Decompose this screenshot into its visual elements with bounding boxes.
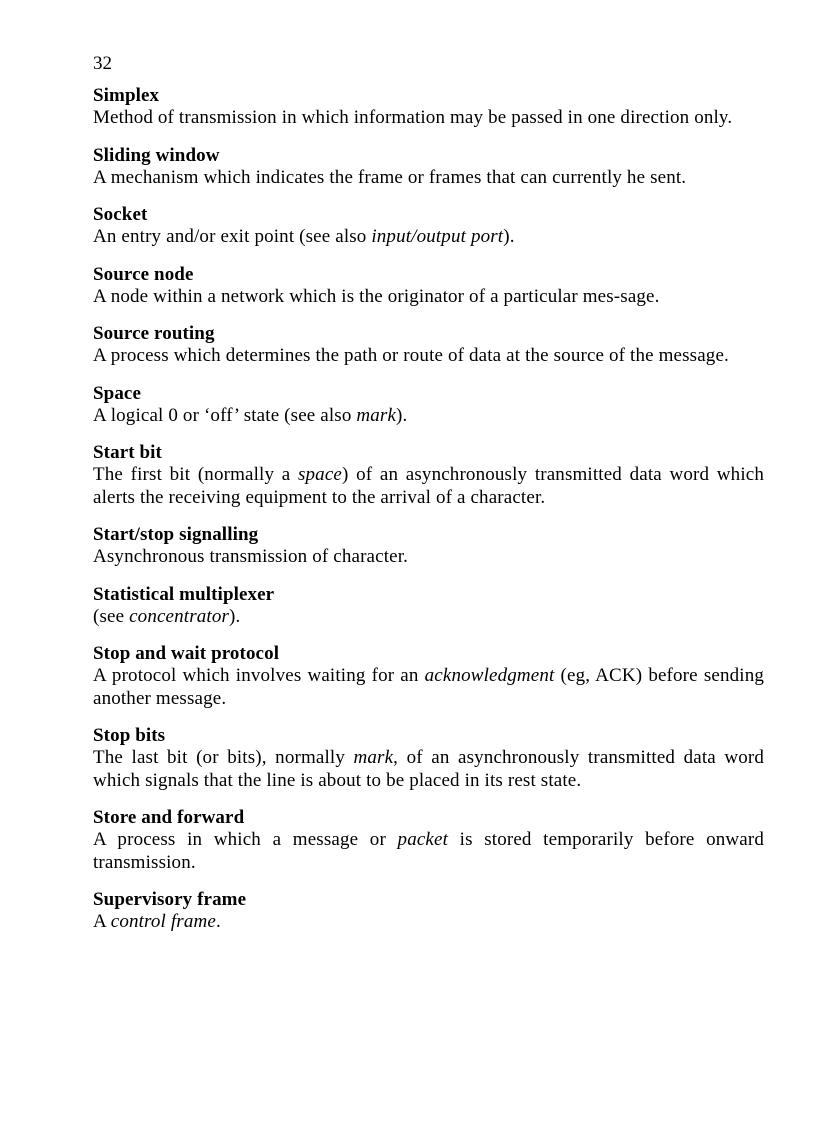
glossary-definition — [93, 911, 764, 934]
glossary-entry — [93, 382, 764, 428]
glossary-entries — [93, 84, 764, 934]
glossary-definition — [93, 747, 764, 792]
definition-text: is stored temporarily before onward transmission. — [93, 829, 764, 873]
definition-text: A protocol which involves waiting for an — [93, 665, 425, 686]
glossary-entry — [93, 144, 764, 190]
glossary-definition — [93, 167, 764, 190]
definition-text: A — [93, 911, 111, 932]
cross-reference-term: acknowledgment — [424, 665, 555, 686]
cross-reference-term: mark — [356, 404, 397, 426]
definition-text: Method of transmission in which information may be passed in one direction only. — [93, 107, 733, 128]
cross-reference-term: input/output port — [371, 226, 504, 247]
glossary-entry — [93, 441, 764, 509]
definition-text: A process which determines the path or route of data at the source of the message. — [93, 345, 729, 366]
definition-text: The last bit (or bits), normally — [93, 747, 354, 768]
glossary-term: Socket — [93, 204, 148, 225]
glossary-entry — [93, 84, 764, 130]
definition-text: A mechanism which indicates the frame or frames that can currently he sent. — [93, 166, 687, 188]
glossary-definition — [93, 286, 764, 309]
glossary-definition — [93, 107, 764, 130]
glossary-term: Sliding window — [93, 144, 220, 166]
glossary-definition — [93, 665, 764, 710]
glossary-entry — [93, 523, 764, 569]
glossary-term: Source routing — [93, 323, 215, 344]
glossary-entry — [93, 642, 764, 710]
cross-reference-term: packet — [397, 829, 449, 850]
definition-text: (eg, ACK) before sending another message. — [93, 665, 764, 709]
glossary-entry — [93, 263, 764, 309]
glossary-definition — [93, 464, 764, 509]
definition-text: A process in which a message or — [93, 829, 398, 850]
glossary-definition — [93, 829, 764, 874]
definition-text: ) of an asynchronously transmitted data word which alerts the receiving equipment to the arrival of a character. — [93, 464, 764, 508]
glossary-entry — [93, 203, 764, 249]
definition-text: Asynchronous transmission of character. — [93, 546, 409, 567]
definition-text: The first bit (normally a — [93, 464, 298, 485]
definition-text: A logical 0 or ‘off’ state (see also — [93, 404, 357, 426]
glossary-page — [93, 52, 764, 948]
glossary-entry — [93, 724, 764, 792]
cross-reference-term: control frame — [110, 911, 216, 932]
glossary-term: Stop and wait protocol — [93, 643, 280, 664]
definition-text: ). — [396, 404, 408, 426]
glossary-term: Stop bits — [93, 725, 166, 746]
glossary-entry — [93, 806, 764, 874]
glossary-term: Simplex — [93, 85, 160, 106]
definition-text: , of an asynchronously transmitted data word which signals that the line is about to be placed in its rest state. — [93, 747, 765, 791]
glossary-term: Store and forward — [93, 807, 245, 828]
glossary-term: Space — [93, 382, 141, 404]
page-number: 32 — [93, 53, 112, 74]
definition-text: ). — [229, 605, 241, 627]
definition-text: A node within a network which is the originator of a particular mes-sage. — [93, 285, 660, 307]
cross-reference-term: concentrator — [129, 605, 230, 627]
glossary-term: Start bit — [93, 442, 162, 463]
glossary-entry — [93, 583, 764, 629]
definition-text: (see — [93, 605, 130, 627]
glossary-entry — [93, 888, 764, 934]
glossary-term: Start/stop signalling — [93, 524, 259, 545]
glossary-definition — [93, 606, 764, 629]
glossary-term: Source node — [93, 263, 194, 285]
glossary-entry — [93, 322, 764, 368]
glossary-definition — [93, 226, 764, 249]
cross-reference-term: mark — [353, 747, 394, 768]
glossary-definition — [93, 405, 764, 428]
definition-text: . — [215, 911, 221, 932]
glossary-definition — [93, 345, 764, 368]
glossary-definition — [93, 546, 764, 569]
glossary-term: Supervisory frame — [93, 889, 247, 910]
definition-text: ). — [503, 226, 515, 247]
cross-reference-term: space — [297, 464, 342, 485]
glossary-term: Statistical multiplexer — [93, 583, 275, 605]
definition-text: An entry and/or exit point (see also — [93, 226, 372, 247]
